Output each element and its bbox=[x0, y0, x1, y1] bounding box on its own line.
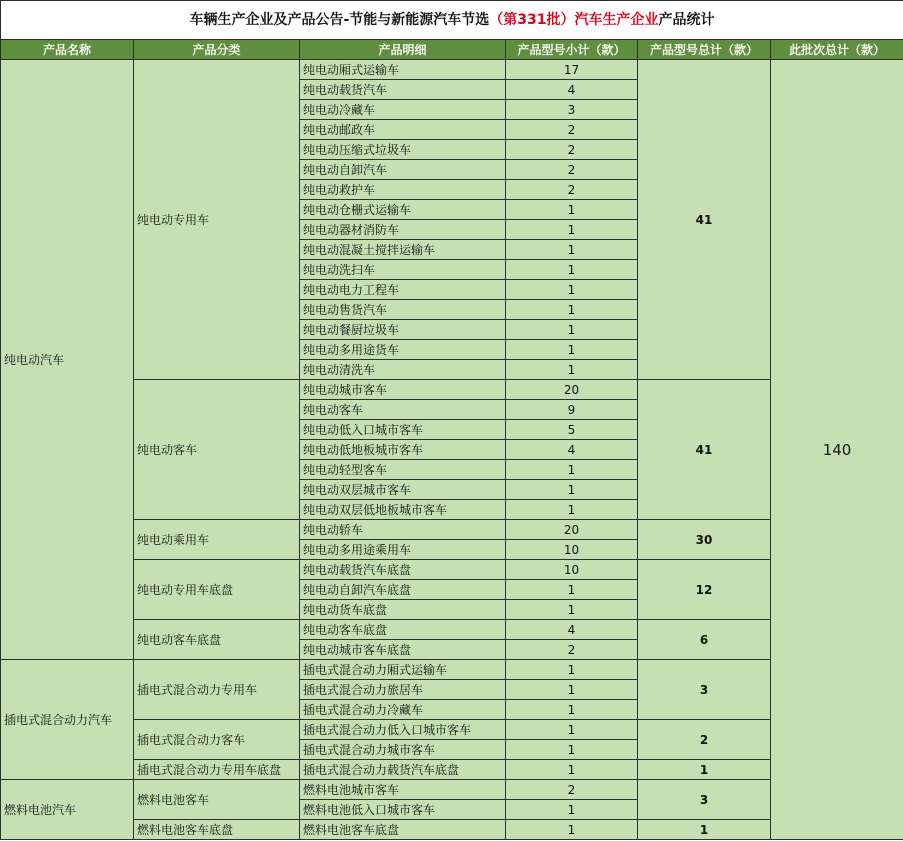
product-category-cell: 插电式混合动力专用车 bbox=[134, 660, 300, 720]
subtotal-cell: 1 bbox=[506, 680, 638, 700]
category-total-cell: 3 bbox=[638, 660, 771, 720]
product-detail-cell: 纯电动冷藏车 bbox=[300, 100, 506, 120]
subtotal-cell: 1 bbox=[506, 220, 638, 240]
subtotal-cell: 1 bbox=[506, 260, 638, 280]
product-detail-cell: 插电式混合动力载货汽车底盘 bbox=[300, 760, 506, 780]
table-body bbox=[1, 60, 903, 840]
product-detail-cell: 纯电动轻型客车 bbox=[300, 460, 506, 480]
category-total-cell: 12 bbox=[638, 560, 771, 620]
subtotal-cell: 20 bbox=[506, 380, 638, 400]
product-detail-cell: 燃料电池低入口城市客车 bbox=[300, 800, 506, 820]
batch-total-cell: 140 bbox=[771, 60, 903, 840]
subtotal-cell: 1 bbox=[506, 720, 638, 740]
product-detail-cell: 纯电动邮政车 bbox=[300, 120, 506, 140]
subtotal-cell: 2 bbox=[506, 640, 638, 660]
subtotal-cell: 10 bbox=[506, 560, 638, 580]
table-row bbox=[1, 760, 903, 780]
header-total: 产品型号总计（款） bbox=[638, 40, 771, 60]
product-detail-cell: 插电式混合动力旅居车 bbox=[300, 680, 506, 700]
subtotal-cell: 9 bbox=[506, 400, 638, 420]
subtotal-cell: 1 bbox=[506, 360, 638, 380]
product-detail-cell: 纯电动清洗车 bbox=[300, 360, 506, 380]
category-total-cell: 41 bbox=[638, 380, 771, 520]
product-detail-cell: 纯电动低地板城市客车 bbox=[300, 440, 506, 460]
category-total-cell: 6 bbox=[638, 620, 771, 660]
product-detail-cell: 插电式混合动力厢式运输车 bbox=[300, 660, 506, 680]
subtotal-cell: 10 bbox=[506, 540, 638, 560]
table-row bbox=[1, 60, 903, 80]
subtotal-cell: 17 bbox=[506, 60, 638, 80]
category-total-cell: 1 bbox=[638, 820, 771, 840]
subtotal-cell: 1 bbox=[506, 820, 638, 840]
product-name-cell: 插电式混合动力汽车 bbox=[1, 660, 134, 780]
product-detail-cell: 燃料电池城市客车 bbox=[300, 780, 506, 800]
header-subtotal: 产品型号小计（款） bbox=[506, 40, 638, 60]
subtotal-cell: 1 bbox=[506, 740, 638, 760]
subtotal-cell: 4 bbox=[506, 620, 638, 640]
subtotal-cell: 1 bbox=[506, 480, 638, 500]
subtotal-cell: 2 bbox=[506, 780, 638, 800]
product-detail-cell: 纯电动自卸汽车底盘 bbox=[300, 580, 506, 600]
subtotal-cell: 1 bbox=[506, 320, 638, 340]
subtotal-cell: 1 bbox=[506, 580, 638, 600]
table-row bbox=[1, 560, 903, 580]
subtotal-cell: 1 bbox=[506, 700, 638, 720]
table-row bbox=[1, 720, 903, 740]
table-title bbox=[1, 1, 903, 40]
subtotal-cell: 1 bbox=[506, 500, 638, 520]
product-detail-cell: 纯电动轿车 bbox=[300, 520, 506, 540]
subtotal-cell: 1 bbox=[506, 800, 638, 820]
subtotal-cell: 2 bbox=[506, 180, 638, 200]
product-detail-cell: 插电式混合动力城市客车 bbox=[300, 740, 506, 760]
header-product-name: 产品名称 bbox=[1, 40, 134, 60]
subtotal-cell: 1 bbox=[506, 340, 638, 360]
subtotal-cell: 2 bbox=[506, 140, 638, 160]
subtotal-cell: 1 bbox=[506, 760, 638, 780]
subtotal-cell: 2 bbox=[506, 120, 638, 140]
product-category-cell: 纯电动专用车 bbox=[134, 60, 300, 380]
subtotal-cell: 1 bbox=[506, 300, 638, 320]
table-row bbox=[1, 520, 903, 540]
product-detail-cell: 纯电动餐厨垃圾车 bbox=[300, 320, 506, 340]
product-detail-cell: 纯电动多用途乘用车 bbox=[300, 540, 506, 560]
subtotal-cell: 2 bbox=[506, 160, 638, 180]
subtotal-cell: 1 bbox=[506, 660, 638, 680]
subtotal-cell: 4 bbox=[506, 80, 638, 100]
subtotal-cell: 3 bbox=[506, 100, 638, 120]
subtotal-cell: 20 bbox=[506, 520, 638, 540]
product-category-cell: 燃料电池客车 bbox=[134, 780, 300, 820]
product-detail-cell: 纯电动厢式运输车 bbox=[300, 60, 506, 80]
product-category-cell: 纯电动专用车底盘 bbox=[134, 560, 300, 620]
subtotal-cell: 1 bbox=[506, 600, 638, 620]
product-category-cell: 插电式混合动力专用车底盘 bbox=[134, 760, 300, 780]
subtotal-cell: 4 bbox=[506, 440, 638, 460]
header-product-detail: 产品明细 bbox=[300, 40, 506, 60]
subtotal-cell: 1 bbox=[506, 280, 638, 300]
product-detail-cell: 纯电动仓栅式运输车 bbox=[300, 200, 506, 220]
product-category-cell: 燃料电池客车底盘 bbox=[134, 820, 300, 840]
subtotal-cell: 1 bbox=[506, 240, 638, 260]
product-detail-cell: 纯电动售货汽车 bbox=[300, 300, 506, 320]
product-name-cell: 燃料电池汽车 bbox=[1, 780, 134, 840]
table-row bbox=[1, 620, 903, 640]
product-detail-cell: 纯电动救护车 bbox=[300, 180, 506, 200]
category-total-cell: 2 bbox=[638, 720, 771, 760]
product-detail-cell: 纯电动客车 bbox=[300, 400, 506, 420]
product-detail-cell: 纯电动多用途货车 bbox=[300, 340, 506, 360]
table-row bbox=[1, 820, 903, 840]
product-detail-cell: 纯电动洗扫车 bbox=[300, 260, 506, 280]
product-detail-cell: 纯电动自卸汽车 bbox=[300, 160, 506, 180]
product-detail-cell: 纯电动压缩式垃圾车 bbox=[300, 140, 506, 160]
category-total-cell: 1 bbox=[638, 760, 771, 780]
product-detail-cell: 纯电动载货汽车底盘 bbox=[300, 560, 506, 580]
product-detail-cell: 插电式混合动力低入口城市客车 bbox=[300, 720, 506, 740]
product-detail-cell: 纯电动混凝土搅拌运输车 bbox=[300, 240, 506, 260]
product-category-cell: 纯电动客车 bbox=[134, 380, 300, 520]
product-detail-cell: 纯电动载货汽车 bbox=[300, 80, 506, 100]
table-row bbox=[1, 660, 903, 680]
subtotal-cell: 1 bbox=[506, 200, 638, 220]
header-row bbox=[1, 40, 903, 60]
product-category-cell: 纯电动客车底盘 bbox=[134, 620, 300, 660]
table-row bbox=[1, 780, 903, 800]
category-total-cell: 3 bbox=[638, 780, 771, 820]
title-part2: （第331批）汽车生产企业 bbox=[489, 12, 659, 28]
header-batch-total: 此批次总计（款） bbox=[771, 40, 903, 60]
product-detail-cell: 纯电动电力工程车 bbox=[300, 280, 506, 300]
product-detail-cell: 纯电动城市客车底盘 bbox=[300, 640, 506, 660]
subtotal-cell: 5 bbox=[506, 420, 638, 440]
subtotal-cell: 1 bbox=[506, 460, 638, 480]
product-detail-cell: 纯电动双层城市客车 bbox=[300, 480, 506, 500]
product-detail-cell: 纯电动双层低地板城市客车 bbox=[300, 500, 506, 520]
product-detail-cell: 纯电动器材消防车 bbox=[300, 220, 506, 240]
category-total-cell: 41 bbox=[638, 60, 771, 380]
title-part1: 车辆生产企业及产品公告-节能与新能源汽车节选 bbox=[189, 12, 490, 28]
product-category-cell: 插电式混合动力客车 bbox=[134, 720, 300, 760]
product-detail-cell: 纯电动城市客车 bbox=[300, 380, 506, 400]
product-detail-cell: 插电式混合动力冷藏车 bbox=[300, 700, 506, 720]
product-detail-cell: 纯电动客车底盘 bbox=[300, 620, 506, 640]
header-product-category: 产品分类 bbox=[134, 40, 300, 60]
product-name-cell: 纯电动汽车 bbox=[1, 60, 134, 660]
product-detail-cell: 燃料电池客车底盘 bbox=[300, 820, 506, 840]
product-detail-cell: 纯电动低入口城市客车 bbox=[300, 420, 506, 440]
table-row bbox=[1, 380, 903, 400]
product-detail-cell: 纯电动货车底盘 bbox=[300, 600, 506, 620]
title-part3: 产品统计 bbox=[658, 12, 715, 28]
category-total-cell: 30 bbox=[638, 520, 771, 560]
product-category-cell: 纯电动乘用车 bbox=[134, 520, 300, 560]
